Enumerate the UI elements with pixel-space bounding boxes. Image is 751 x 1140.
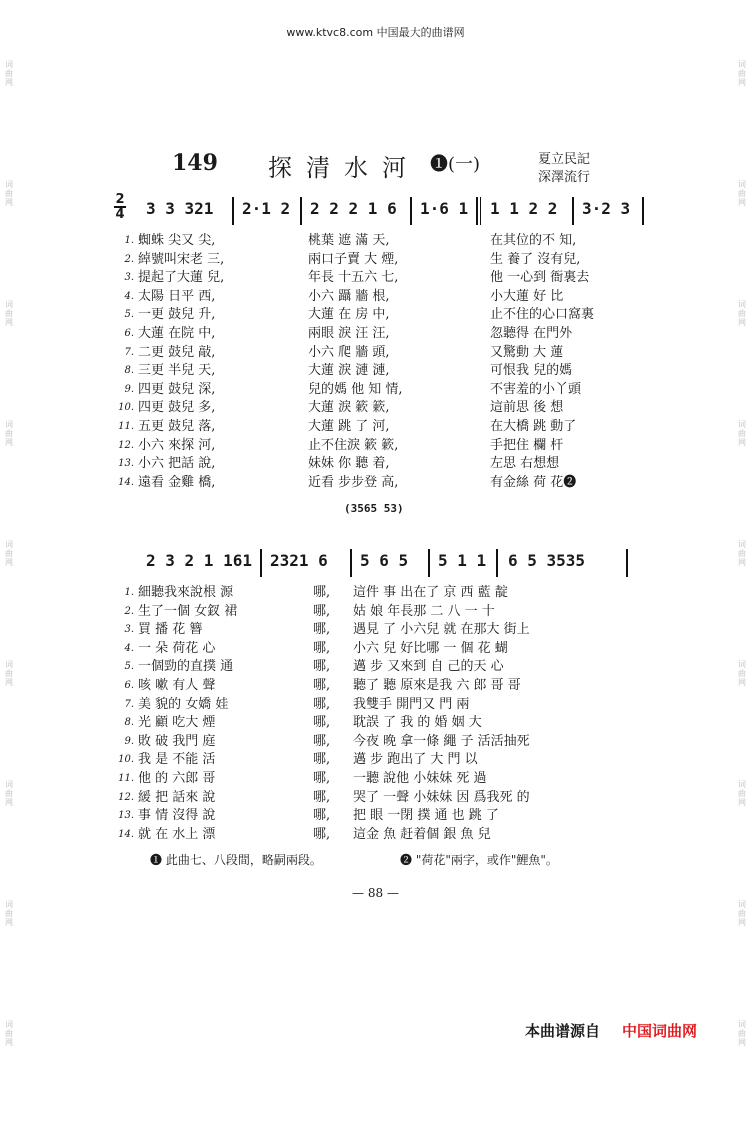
- lyric-phrase-2: 兩口子賣 大 煙,: [308, 251, 399, 267]
- watermark-char: 词: [738, 540, 746, 549]
- verse-number: 10.: [118, 402, 134, 414]
- source-prefix: 本曲谱源自: [525, 1022, 601, 1040]
- verse-number: 5.: [124, 309, 134, 321]
- verse-row: [118, 733, 638, 752]
- verse-row: [118, 232, 638, 251]
- verse-row: [118, 362, 638, 381]
- lyric-phrase-2: 小六 爬 牆 頭,: [308, 344, 390, 360]
- barline: [572, 197, 574, 225]
- lyric-phrase-3: 止不住的心口窩裏: [490, 307, 595, 323]
- watermark-char: 网: [5, 1038, 13, 1047]
- barline: [476, 197, 478, 225]
- barline: [642, 197, 644, 225]
- watermark-char: 曲: [738, 1029, 746, 1038]
- page-number: — 88 —: [352, 886, 399, 900]
- lyric-phrase-1: 事 情 沒得 說: [138, 808, 216, 824]
- lyric-phrase-1: 敗 破 我門 庭: [138, 733, 216, 749]
- verse-row: [118, 437, 638, 456]
- verse-number: 9.: [124, 383, 134, 395]
- barline: [260, 549, 262, 577]
- watermark-char: 网: [738, 1038, 746, 1047]
- lyric-phrase-2: 哪,: [313, 659, 331, 675]
- lyric-phrase-2: 年長 十五六 七,: [308, 270, 399, 286]
- lyric-phrase-3: 小六 兒 好比哪 一 個 花 蝴: [353, 640, 508, 656]
- verse-number: 11.: [118, 772, 134, 784]
- verse-row: [118, 751, 638, 770]
- watermark-char: 词: [5, 180, 13, 189]
- watermark-char: 网: [5, 798, 13, 807]
- lyric-phrase-1: 緩 把 話來 說: [138, 789, 216, 805]
- watermark-char: 词: [738, 900, 746, 909]
- measure: 2321 6: [270, 551, 328, 570]
- watermark-char: 词: [5, 900, 13, 909]
- lyric-phrase-1: 小六 來探 河,: [138, 437, 216, 453]
- lyric-phrase-2: 大蓮 淚 漣 漣,: [308, 363, 390, 379]
- measure: 3 3 321: [146, 199, 214, 218]
- watermark-char: 网: [738, 78, 746, 87]
- verse-number: 13.: [118, 810, 134, 822]
- lyric-phrase-2: 哪,: [313, 733, 331, 749]
- watermark-char: 网: [5, 198, 13, 207]
- lyric-phrase-2: 哪,: [313, 752, 331, 768]
- lyric-phrase-3: 一聽 說他 小妹妹 死 過: [353, 770, 487, 786]
- verse-row: [118, 251, 638, 270]
- watermark-group: [2, 540, 16, 660]
- watermark-char: 网: [738, 918, 746, 927]
- lyric-phrase-1: 四更 鼓兒 多,: [138, 400, 216, 416]
- watermark-char: 曲: [738, 69, 746, 78]
- lyric-phrase-2: 哪,: [313, 808, 331, 824]
- verse-row: [118, 658, 638, 677]
- lyric-phrase-2: 大蓮 跳 了 河,: [308, 418, 390, 434]
- watermark-char: 词: [5, 420, 13, 429]
- lyric-phrase-3: 聽了 聽 原來是我 六 郎 哥 哥: [353, 677, 521, 693]
- lyric-phrase-2: 哪,: [313, 603, 331, 619]
- lyric-phrase-3: 他 一心到 衙裏去: [490, 270, 590, 286]
- lyric-phrase-2: 哪,: [313, 677, 331, 693]
- watermark-char: 曲: [5, 309, 13, 318]
- lyric-phrase-1: 蜘蛛 尖又 尖,: [138, 233, 216, 248]
- lyric-phrase-1: 買 播 花 簪: [138, 622, 203, 638]
- credit-region: 深澤流行: [538, 170, 591, 185]
- watermark-char: 词: [5, 60, 13, 69]
- verse-number: 5.: [124, 661, 134, 673]
- verse-number: 7.: [124, 698, 134, 710]
- verse-number: 14.: [118, 828, 134, 840]
- lyric-phrase-2: 止不住淚 簌 簌,: [308, 437, 399, 453]
- watermark-group: [2, 420, 16, 540]
- lyric-phrase-1: 遠看 金雞 橋,: [138, 474, 216, 490]
- lyric-phrase-3: 在大橋 跳 動了: [490, 418, 577, 434]
- verse-number: 13.: [118, 458, 134, 470]
- lyric-phrase-2: 哪,: [313, 696, 331, 712]
- time-signature: [114, 193, 126, 221]
- barline: [626, 549, 628, 577]
- verse-row: [118, 455, 638, 474]
- verse-number: 14.: [118, 476, 134, 488]
- lyric-phrase-3: 邁 步 跑出了 大 門 以: [353, 752, 478, 768]
- verse-number: 12.: [118, 791, 134, 803]
- verse-row: [118, 269, 638, 288]
- measure: 5 6 5: [360, 551, 409, 570]
- lyrics-block-1: [118, 232, 638, 492]
- lyric-phrase-2: 大蓮 在 房 中,: [308, 307, 390, 323]
- watermark-char: 网: [5, 318, 13, 327]
- lyric-phrase-2: 兒的媽 他 知 情,: [308, 381, 403, 397]
- verse-row: [118, 381, 638, 400]
- watermark-group: [735, 540, 749, 660]
- watermark-char: 网: [738, 678, 746, 687]
- song-title-row: [0, 148, 751, 188]
- watermark-group: [2, 660, 16, 780]
- watermark-char: 网: [5, 78, 13, 87]
- lyric-phrase-3: 手把住 欄 杆: [490, 437, 564, 453]
- barline: [496, 549, 498, 577]
- verse-number: 2.: [124, 253, 134, 265]
- verse-number: 7.: [124, 346, 134, 358]
- lyrics-block-2: [118, 584, 638, 844]
- watermark-char: 网: [738, 558, 746, 567]
- verse-row: [118, 807, 638, 826]
- measure: 5 1 1: [438, 551, 487, 570]
- verse-row: [118, 306, 638, 325]
- lyric-phrase-1: 提起了大蓮 兒,: [138, 270, 225, 286]
- footnote-2: ❷ "荷花"兩字，或作"鯉魚"。: [400, 853, 558, 867]
- watermark-char: 词: [5, 1020, 13, 1029]
- measure: 1 1 2 2: [490, 199, 558, 218]
- watermark-char: 词: [738, 660, 746, 669]
- lyric-phrase-1: 一個勁的直撲 通: [138, 659, 234, 675]
- watermark-char: 词: [5, 660, 13, 669]
- lyric-phrase-3: 我雙手 開門又 門 兩: [353, 696, 470, 712]
- lyric-phrase-2: 妹妹 你 聽 着,: [308, 456, 390, 472]
- lyric-phrase-3: 姑 娘 年長那 二 八 一 十: [353, 603, 495, 619]
- verse-number: 11.: [118, 420, 134, 432]
- watermark-group: [2, 900, 16, 1020]
- measure: 1·6 1: [420, 199, 469, 218]
- verse-row: [118, 826, 638, 845]
- lyric-phrase-1: 生了一個 女釵 裙: [138, 603, 238, 619]
- source-site: 中国词曲网: [622, 1022, 698, 1040]
- barline: [232, 197, 234, 225]
- watermark-group: [735, 1020, 749, 1140]
- lyric-phrase-1: 大蓮 在院 中,: [138, 325, 216, 341]
- watermark-group: [735, 180, 749, 300]
- watermark-char: 曲: [738, 549, 746, 558]
- lyric-phrase-1: 太陽 日平 西,: [138, 288, 216, 304]
- watermark-char: 词: [738, 780, 746, 789]
- watermark-char: 曲: [738, 189, 746, 198]
- verse-number: 1.: [124, 235, 134, 246]
- time-signature-top: 2: [115, 192, 125, 207]
- lyric-phrase-1: 二更 鼓兒 敲,: [138, 344, 216, 360]
- measure: 2 3 2 1 161: [146, 551, 252, 570]
- lyric-phrase-1: 一更 鼓兒 升,: [138, 307, 216, 323]
- lyric-phrase-1: 一 朵 荷花 心: [138, 640, 216, 656]
- verse-number: 10.: [118, 754, 134, 766]
- watermark-group: [2, 300, 16, 420]
- lyric-phrase-2: 大蓮 淚 簌 簌,: [308, 400, 390, 416]
- lyric-phrase-3: 生 養了 沒有兒,: [490, 251, 581, 267]
- verse-row: [118, 696, 638, 715]
- lyric-phrase-1: 美 貌的 女嬌 娃: [138, 696, 229, 712]
- lyric-phrase-2: 兩眼 淚 汪 汪,: [308, 325, 390, 341]
- measure: 2 2 2 1 6: [310, 199, 397, 218]
- lyric-phrase-3: 這件 事 出在了 京 西 藍 靛: [353, 585, 508, 600]
- verse-number: 3.: [124, 272, 134, 284]
- verse-number: 8.: [124, 717, 134, 729]
- verse-row: [118, 677, 638, 696]
- song-title: 探清水河: [268, 154, 420, 182]
- lyric-phrase-1: 細聽我來說根 源: [138, 585, 234, 600]
- watermark-char: 网: [738, 318, 746, 327]
- watermark-group: [2, 180, 16, 300]
- verse-row: [118, 789, 638, 808]
- lyric-phrase-3: 不害羞的小丫頭: [490, 381, 582, 397]
- lyric-phrase-3: 哭了 一聲 小妹妹 因 爲我死 的: [353, 789, 530, 805]
- credit-recorder: 夏立民記: [538, 152, 591, 167]
- verse-row: [118, 474, 638, 493]
- watermark-char: 曲: [5, 669, 13, 678]
- verse-row: [118, 714, 638, 733]
- watermark-char: 词: [5, 300, 13, 309]
- barline: [300, 197, 302, 225]
- lyric-phrase-1: 小六 把話 說,: [138, 456, 216, 472]
- verse-number: 8.: [124, 365, 134, 377]
- watermark-group: [735, 900, 749, 1020]
- watermark-char: 词: [738, 60, 746, 69]
- watermark-char: 曲: [5, 189, 13, 198]
- watermark-char: 网: [738, 438, 746, 447]
- watermark-group: [735, 780, 749, 900]
- watermark-char: 曲: [5, 549, 13, 558]
- lyric-phrase-2: 近看 步步登 高,: [308, 474, 399, 490]
- watermark-char: 曲: [5, 69, 13, 78]
- verse-row: [118, 584, 638, 603]
- lyric-phrase-2: 哪,: [313, 622, 331, 638]
- verse-row: [118, 621, 638, 640]
- watermark-char: 网: [738, 198, 746, 207]
- lyric-phrase-3: 邁 步 又來到 自 己的天 心: [353, 659, 504, 675]
- lyric-phrase-2: 哪,: [313, 770, 331, 786]
- verse-row: [118, 288, 638, 307]
- notation-staff-2: [140, 543, 640, 583]
- watermark-group: [2, 780, 16, 900]
- watermark-group: [735, 420, 749, 540]
- measure: 3·2 3: [582, 199, 631, 218]
- lyric-phrase-1: 光 顧 吃大 煙: [138, 715, 216, 731]
- lyric-phrase-1: 三更 半兒 天,: [138, 363, 216, 379]
- footnote-1: ❶ 此曲七、八段間，略嗣兩段。: [150, 853, 322, 867]
- watermark-group: [2, 1020, 16, 1140]
- verse-number: 1.: [124, 587, 134, 598]
- watermark-char: 曲: [5, 909, 13, 918]
- watermark-char: 网: [738, 798, 746, 807]
- lyric-phrase-2: 哪,: [313, 826, 331, 842]
- lyric-phrase-2: 哪,: [313, 640, 331, 656]
- lyric-phrase-1: 我 是 不能 活: [138, 752, 216, 768]
- verse-number: 12.: [118, 439, 134, 451]
- lyric-phrase-3: 這前思 後 想: [490, 400, 564, 416]
- verse-number: 6.: [124, 327, 134, 339]
- barline: [410, 197, 412, 225]
- verse-row: [118, 603, 638, 622]
- verse-number: 4.: [124, 642, 134, 654]
- lyric-phrase-1: 就 在 水上 漂: [138, 826, 216, 842]
- lyric-phrase-2: 哪,: [313, 789, 331, 805]
- barline: [428, 549, 430, 577]
- watermark-group: [735, 300, 749, 420]
- watermark-char: 词: [738, 1020, 746, 1029]
- lyric-phrase-2: 哪,: [313, 585, 331, 600]
- lyric-phrase-3: 耽誤 了 我 的 婚 姻 大: [353, 715, 482, 731]
- watermark-char: 曲: [5, 429, 13, 438]
- lyric-phrase-2: 哪,: [313, 715, 331, 731]
- lyric-phrase-3: 今夜 晚 拿一條 繩 子 活活抽死: [353, 733, 530, 749]
- watermark-char: 曲: [738, 909, 746, 918]
- watermark-char: 网: [5, 678, 13, 687]
- measure: 2·1 2: [242, 199, 291, 218]
- verse-row: [118, 344, 638, 363]
- verse-number: 6.: [124, 679, 134, 691]
- time-signature-bottom: 4: [115, 207, 125, 222]
- lyric-phrase-3: 又驚動 大 蓮: [490, 344, 564, 360]
- lyric-phrase-3: 遇見 了 小六兒 就 在那大 街上: [353, 622, 530, 638]
- header-url: www.ktvc8.com 中国最大的曲谱网: [286, 26, 465, 39]
- lyric-phrase-1: 咳 嗽 有人 聲: [138, 677, 216, 693]
- lyric-phrase-1: 四更 鼓兒 深,: [138, 381, 216, 397]
- watermark-char: 曲: [5, 789, 13, 798]
- lyric-phrase-2: 桃葉 遮 滿 天,: [308, 233, 390, 248]
- lyric-phrase-1: 他 的 六郎 哥: [138, 770, 216, 786]
- verse-row: [118, 640, 638, 659]
- lyric-phrase-1: 綽號叫宋老 三,: [138, 251, 225, 267]
- lyric-phrase-3: 這金 魚 赶着個 銀 魚 兒: [353, 826, 491, 842]
- watermark-char: 词: [738, 300, 746, 309]
- lyric-phrase-3: 把 眼 一閉 撲 通 也 跳 了: [353, 808, 499, 824]
- barline: [480, 197, 481, 225]
- verse-row: [118, 418, 638, 437]
- watermark-char: 曲: [738, 309, 746, 318]
- watermark-char: 词: [738, 420, 746, 429]
- lyric-phrase-3: 忽聽得 在門外: [490, 325, 573, 341]
- verse-number: 3.: [124, 624, 134, 636]
- lyric-phrase-3: 小大蓮 好 比: [490, 288, 564, 304]
- lyric-phrase-3: 有金絲 荷 花❷: [490, 474, 577, 490]
- watermark-char: 网: [5, 438, 13, 447]
- watermark-char: 词: [5, 540, 13, 549]
- watermark-char: 曲: [5, 1029, 13, 1038]
- lyric-phrase-2: 小六 躡 牆 根,: [308, 288, 390, 304]
- lyric-phrase-1: 五更 鼓兒 落,: [138, 418, 216, 434]
- song-number: 149: [172, 150, 218, 176]
- watermark-char: 词: [738, 180, 746, 189]
- watermark-char: 曲: [738, 789, 746, 798]
- verse-row: [118, 399, 638, 418]
- verse-number: 4.: [124, 290, 134, 302]
- lyric-phrase-3: 左思 右想想: [490, 456, 560, 472]
- watermark-char: 网: [5, 918, 13, 927]
- lyric-phrase-3: 可恨我 兒的媽: [490, 363, 573, 379]
- watermark-char: 曲: [738, 429, 746, 438]
- barline: [350, 549, 352, 577]
- watermark-group: [735, 660, 749, 780]
- verse-number: 9.: [124, 735, 134, 747]
- verse-number: 2.: [124, 605, 134, 617]
- verse-row: [118, 770, 638, 789]
- measure: 6 5 3535: [508, 551, 586, 570]
- watermark-char: 词: [5, 780, 13, 789]
- source-credit: [525, 1020, 697, 1041]
- watermark-char: 曲: [738, 669, 746, 678]
- interlude-notation: (3565 53): [344, 502, 404, 515]
- lyric-phrase-3: 在其位的不 知,: [490, 233, 577, 248]
- watermark-char: 网: [5, 558, 13, 567]
- notation-staff-1: [114, 191, 644, 231]
- verse-row: [118, 325, 638, 344]
- title-note-marks: ❶(一): [430, 154, 481, 175]
